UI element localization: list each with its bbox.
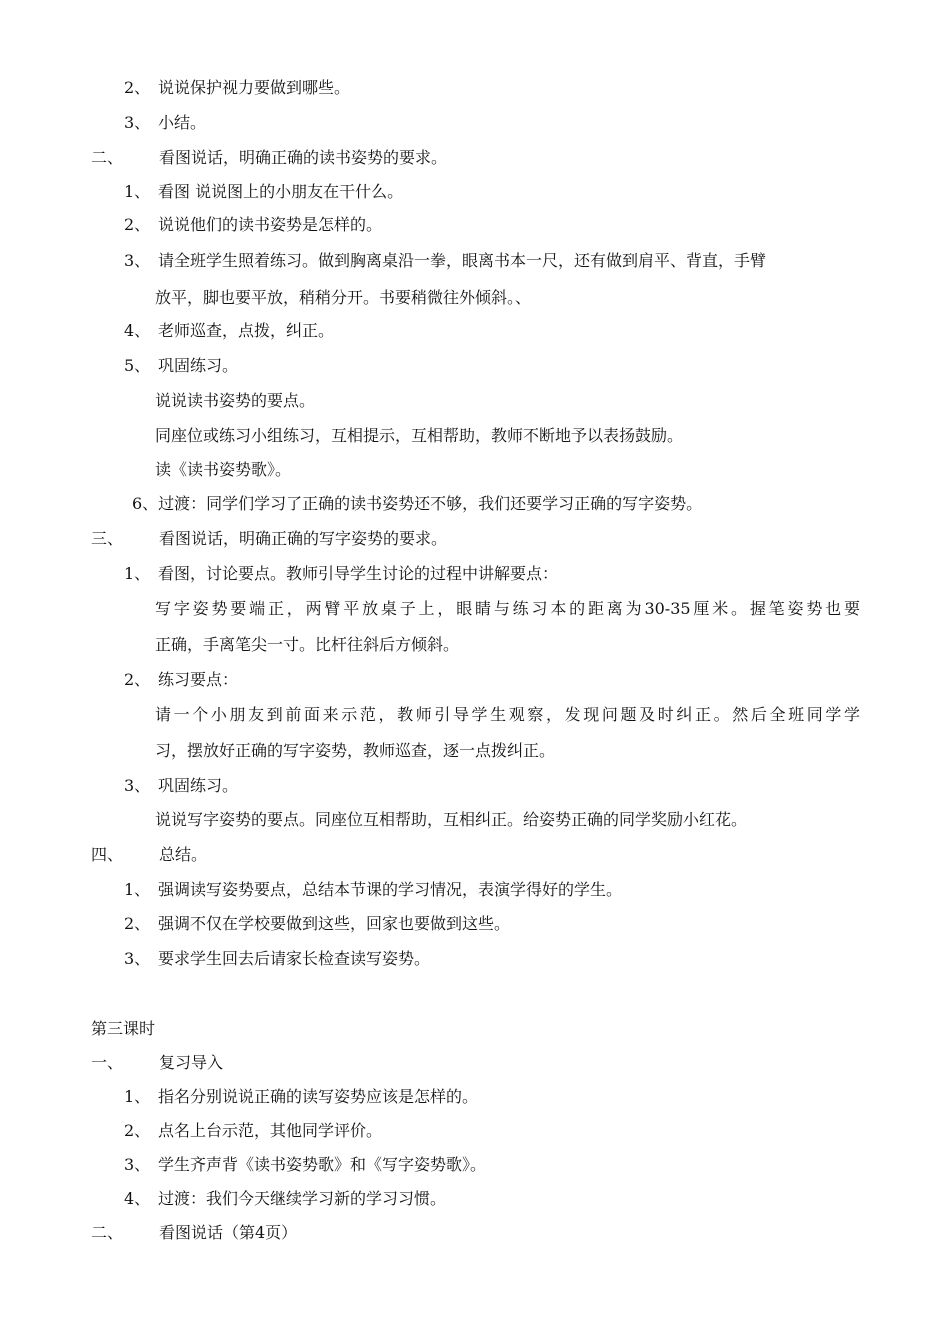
list-item: 1、 看图，讨论要点。教师引导学生讨论的过程中讲解要点： — [124, 564, 559, 583]
list-item: 2、 说说他们的读书姿势是怎样的。 — [124, 215, 383, 234]
list-item-continuation: 放平，脚也要平放，稍稍分开。书要稍微往外倾斜。、 — [155, 288, 532, 307]
list-item: 4、 老师巡查，点拨，纠正。 — [124, 321, 335, 340]
list-item: 3、 学生齐声背《读书姿势歌》和《写字姿势歌》。 — [124, 1155, 487, 1174]
list-item: 3、 要求学生回去后请家长检查读写姿势。 — [124, 949, 431, 968]
sub-item: 同座位或练习小组练习，互相提示，互相帮助，教师不断地予以表扬鼓励。 — [155, 426, 684, 445]
transition-text: 6、过渡：同学们学习了正确的读书姿势还不够，我们还要学习正确的写字姿势。 — [132, 494, 703, 513]
section-heading: 一、 复习导入 — [91, 1053, 224, 1072]
list-item: 2、 说说保护视力要做到哪些。 — [124, 78, 351, 97]
section-heading: 二、 看图说话，明确正确的读书姿势的要求。 — [91, 148, 448, 167]
list-item: 3、 小结。 — [124, 113, 207, 132]
list-item: 2、 强调不仅在学校要做到这些，回家也要做到这些。 — [124, 914, 511, 933]
sub-item: 读《读书姿势歌》。 — [155, 460, 292, 479]
list-item: 5、 巩固练习。 — [124, 356, 239, 375]
detail-line: 正确，手离笔尖一寸。比杆往斜后方倾斜。 — [155, 635, 460, 654]
list-item: 3、 巩固练习。 — [124, 776, 239, 795]
detail-line: 习，摆放好正确的写字姿势，教师巡查，逐一点拨纠正。 — [155, 741, 556, 760]
detail-line: 写字姿势要端正，两臂平放桌子上，眼睛与练习本的距离为30-35厘米。握笔姿势也要 — [155, 599, 860, 618]
sub-item: 说说读书姿势的要点。 — [155, 391, 316, 410]
section-heading: 二、 看图说话（第4页） — [91, 1223, 298, 1242]
lesson-title: 第三课时 — [91, 1019, 156, 1038]
list-item: 1、 强调读写姿势要点，总结本节课的学习情况，表演学得好的学生。 — [124, 880, 623, 899]
detail-line: 请一个小朋友到前面来示范，教师引导学生观察，发现问题及时纠正。然后全班同学学 — [155, 705, 860, 724]
section-heading: 三、 看图说话，明确正确的写字姿势的要求。 — [91, 529, 448, 548]
list-item: 2、 练习要点： — [124, 670, 239, 689]
list-item: 1、 指名分别说说正确的读写姿势应该是怎样的。 — [124, 1087, 479, 1106]
section-heading: 四、 总结。 — [91, 845, 208, 864]
list-item: 1、 看图 说说图上的小朋友在干什么。 — [124, 182, 404, 201]
list-item: 3、 请全班学生照着练习。做到胸离桌沿一拳，眼离书本一尺，还有做到肩平、背直，手臂 — [124, 251, 767, 270]
list-item: 2、 点名上台示范，其他同学评价。 — [124, 1121, 383, 1140]
list-item: 4、 过渡：我们今天继续学习新的学习习惯。 — [124, 1189, 447, 1208]
detail-line: 说说写字姿势的要点。同座位互相帮助，互相纠正。给姿势正确的同学奖励小红花。 — [155, 810, 748, 829]
